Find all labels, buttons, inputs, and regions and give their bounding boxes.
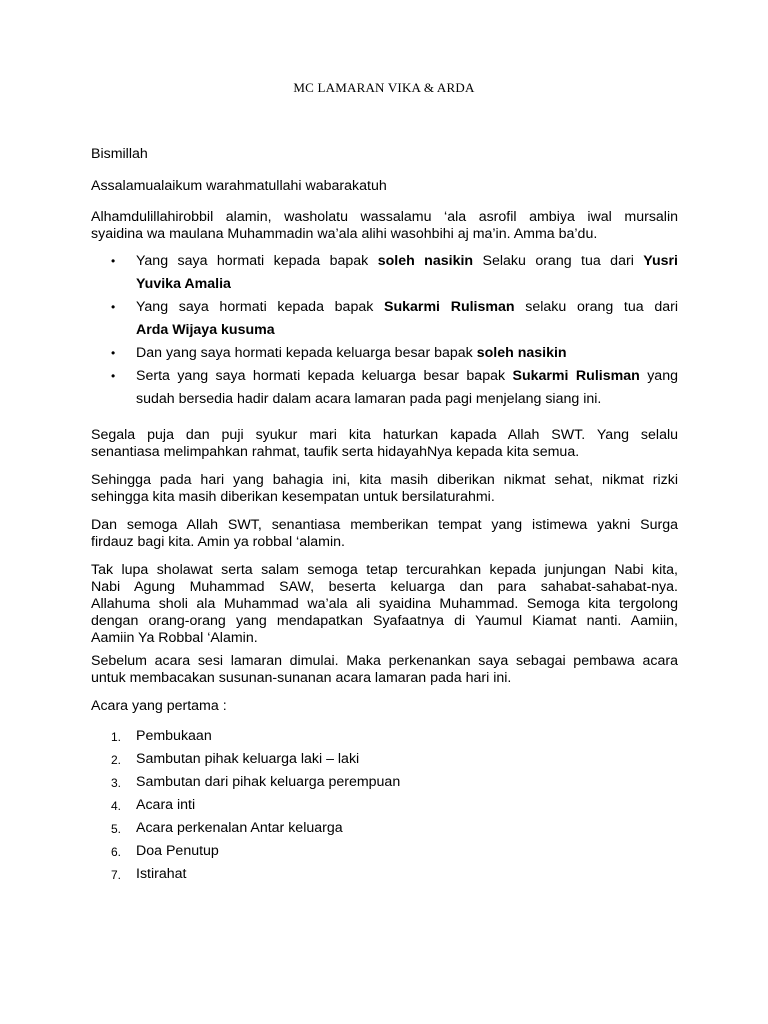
paragraph-line: Dan semoga Allah SWT, senantiasa memberikan tempat yang istimewa yakni Surga xyxy=(91,517,678,533)
agenda-number: 7. xyxy=(111,868,122,882)
greeting-text: Assalamualaikum warahmatullahi wabarakatuh xyxy=(91,178,387,194)
list-item xyxy=(91,727,678,750)
paragraph-line: Sehingga pada hari yang bahagia ini, kita masih diberikan nikmat sehat, nikmat rizki xyxy=(91,472,678,488)
agenda-number: 3. xyxy=(111,776,122,790)
honor-text: yang xyxy=(639,368,678,384)
honor-text: Selaku orang tua dari xyxy=(473,253,644,269)
opening-text: Bismillah xyxy=(91,146,148,162)
list-item xyxy=(91,342,678,365)
agenda-number: 6. xyxy=(111,845,122,859)
paragraph-gratitude xyxy=(91,427,678,461)
agenda-text: Acara inti xyxy=(136,797,196,813)
paragraph-line: dengan orang-orang yang mendapatkan Syafaatnya di Yaumul Kiamat nanti. Aamiin, xyxy=(91,613,678,629)
agenda-number: 2. xyxy=(111,753,122,767)
paragraph-line: Allahuma sholi ala Muhammad wa’ala ali syaidina Muhammad. Semoga kita tergolong xyxy=(91,596,678,612)
paragraph-sholawat xyxy=(91,562,678,647)
honor-text: Yang saya hormati kepada bapak xyxy=(136,299,385,315)
paragraph-line: sehingga kita masih diberikan kesempatan untuk bersilaturahmi. xyxy=(91,489,495,505)
paragraph-line: firdauz bagi kita. Amin ya robbal ‘alamin. xyxy=(91,534,345,550)
honor-line: sudah bersedia hadir dalam acara lamaran pada pagi menjelang siang ini. xyxy=(136,391,602,407)
praise-line: syaidina wa maulana Muhammadin wa’ala alihi wasohbihi aj ma’in. Amma ba’du. xyxy=(91,226,598,242)
list-item xyxy=(91,750,678,773)
paragraph-line: Segala puja dan puji syukur mari kita haturkan kapada Allah SWT. Yang selalu xyxy=(91,427,678,443)
list-item xyxy=(91,842,678,865)
list-item xyxy=(91,365,678,411)
agenda-number: 1. xyxy=(111,730,122,744)
honor-name: Yusri xyxy=(643,253,678,269)
list-item xyxy=(91,865,678,888)
honor-line xyxy=(136,319,678,342)
agenda-text: Sambutan dari pihak keluarga perempuan xyxy=(136,774,401,790)
agenda-text: Doa Penutup xyxy=(136,843,219,859)
paragraph-prayer xyxy=(91,517,678,551)
bullet-icon: • xyxy=(111,300,116,314)
list-item xyxy=(91,250,678,296)
bullet-icon: • xyxy=(111,369,116,383)
honor-line xyxy=(136,296,678,319)
agenda-heading: Acara yang pertama : xyxy=(91,698,227,714)
honor-line xyxy=(136,365,678,388)
praise-paragraph xyxy=(91,209,678,243)
list-item xyxy=(91,819,678,842)
honor-name: Yuvika Amalia xyxy=(136,276,231,292)
list-item xyxy=(91,796,678,819)
paragraph-line: Aamiin Ya Robbal ‘Alamin. xyxy=(91,630,258,646)
honor-name: Arda Wijaya kusuma xyxy=(136,322,275,338)
paragraph-line: Sebelum acara sesi lamaran dimulai. Maka perkenankan saya sebagai pembawa acara xyxy=(91,653,678,669)
honor-line xyxy=(136,342,678,365)
list-item xyxy=(91,773,678,796)
agenda-text: Pembukaan xyxy=(136,728,212,744)
agenda-number: 4. xyxy=(111,799,122,813)
paragraph-agenda-intro xyxy=(91,653,678,687)
honor-list xyxy=(91,250,678,411)
honor-text: Serta yang saya hormati kepada keluarga besar bapak xyxy=(136,368,513,384)
honor-text: Dan yang saya hormati kepada keluarga besar bapak xyxy=(136,345,477,361)
agenda-list xyxy=(91,727,678,888)
agenda-text: Sambutan pihak keluarga laki – laki xyxy=(136,751,360,767)
agenda-number: 5. xyxy=(111,822,122,836)
honor-name: soleh nasikin xyxy=(476,345,567,361)
agenda-text: Acara perkenalan Antar keluarga xyxy=(136,820,343,836)
paragraph-line: senantiasa melimpahkan rahmat, taufik serta hidayahNya kepada kita semua. xyxy=(91,444,580,460)
honor-name: soleh nasikin xyxy=(377,253,474,269)
bullet-icon: • xyxy=(111,254,116,268)
praise-line: Alhamdulillahirobbil alamin, washolatu wassalamu ‘ala asrofil ambiya iwal mursalin xyxy=(91,209,678,225)
honor-name: Sukarmi Rulisman xyxy=(384,299,515,315)
paragraph-line: Nabi Agung Muhammad SAW, beserta keluarga dan para sahabat-sahabat-nya. xyxy=(91,579,678,595)
honor-line xyxy=(136,273,678,296)
agenda-text: Istirahat xyxy=(136,866,187,882)
honor-line xyxy=(136,250,678,273)
honor-text: selaku orang tua dari xyxy=(514,299,678,315)
paragraph-line: untuk membacakan susunan-sunanan acara lamaran pada hari ini. xyxy=(91,670,512,686)
bullet-icon: • xyxy=(111,346,116,360)
honor-name: Sukarmi Rulisman xyxy=(512,368,640,384)
paragraph-line: Tak lupa sholawat serta salam semoga tetap tercurahkan kepada junjungan Nabi kita, xyxy=(91,562,678,578)
list-item xyxy=(91,296,678,342)
paragraph-blessing xyxy=(91,472,678,506)
honor-text: Yang saya hormati kepada bapak xyxy=(136,253,378,269)
document-title: MC LAMARAN VIKA & ARDA xyxy=(293,80,475,95)
